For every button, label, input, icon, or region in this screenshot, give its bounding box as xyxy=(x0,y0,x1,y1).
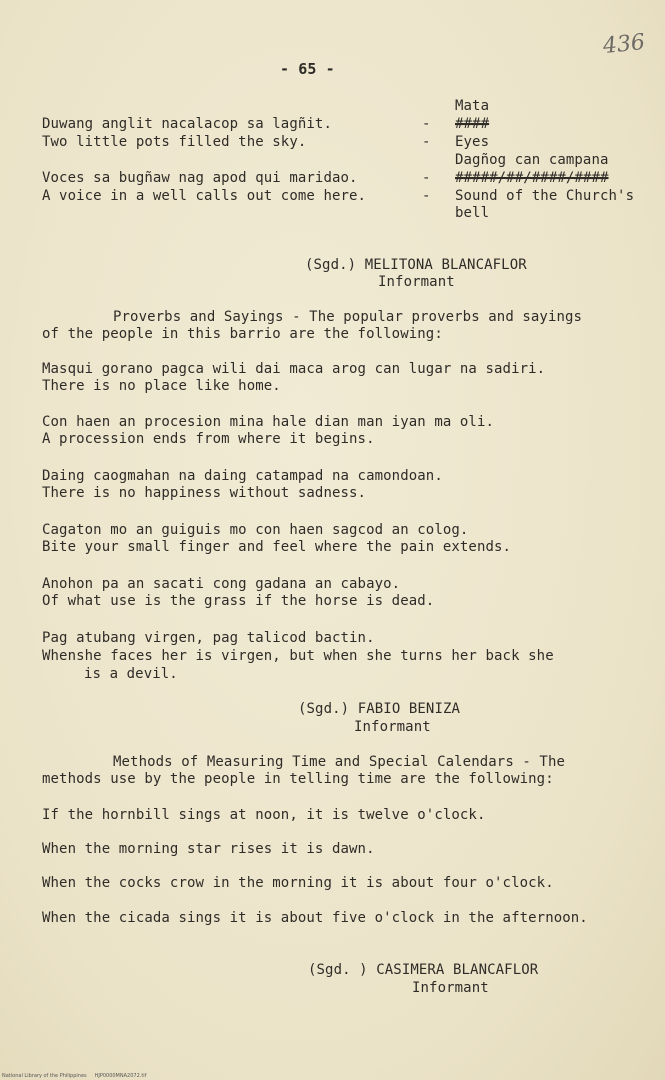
proverb-3-native: Daing caogmahan na daing catampad na camondoan. xyxy=(42,468,443,484)
riddle-2-answer: Sound of the Church's xyxy=(455,188,635,204)
riddle-2-answer-cont: bell xyxy=(455,205,490,221)
proverbs-intro-line-1: Proverbs and Sayings - The popular proverbs and sayings xyxy=(113,309,583,325)
proverb-2-native: Con haen an procesion mina hale dian man iyan ma oli. xyxy=(42,414,495,430)
riddle-1-answer: Eyes xyxy=(455,134,490,150)
page-number: - 65 - xyxy=(280,60,335,78)
proverb-6-english-cont: is a devil. xyxy=(84,666,178,682)
riddle-1-dash: - xyxy=(422,116,431,132)
method-1: If the hornbill sings at noon, it is twelve o'clock. xyxy=(42,807,486,823)
riddle-1-english: Two little pots filled the sky. xyxy=(42,134,307,150)
riddle-1-native: Duwang anglit nacalacop sa lagñit. xyxy=(42,116,332,132)
proverb-4-english: Bite your small finger and feel where the pain extends. xyxy=(42,539,512,555)
proverb-6-native: Pag atubang virgen, pag talicod bactin. xyxy=(42,630,375,646)
methods-intro-line-2: methods use by the people in telling time are the following: xyxy=(42,771,554,787)
informant-3-name: (Sgd. ) CASIMERA BLANCAFLOR xyxy=(308,962,539,978)
proverbs-intro-line-2: of the people in this barrio are the following: xyxy=(42,326,443,342)
proverb-5-native: Anohon pa an sacati cong gadana an cabayo. xyxy=(42,576,401,592)
riddle-1-answer-native: Mata xyxy=(455,98,490,114)
riddle-2-native: Voces sa bugñaw nag apod qui maridao. xyxy=(42,170,358,186)
riddle-2-answer-native: Dagñog can campana xyxy=(455,152,609,168)
method-2: When the morning star rises it is dawn. xyxy=(42,841,375,857)
riddle-2-dash: - xyxy=(422,170,431,186)
proverb-5-english: Of what use is the grass if the horse is dead. xyxy=(42,593,435,609)
informant-2-name: (Sgd.) FABIO BENIZA xyxy=(298,701,461,717)
informant-2-role: Informant xyxy=(354,719,431,735)
riddle-2-english: A voice in a well calls out come here. xyxy=(42,188,367,204)
informant-1-role: Informant xyxy=(378,274,455,290)
proverb-6-english: Whenshe faces her is virgen, but when she turns her back she xyxy=(42,648,554,664)
methods-intro-line-1: Methods of Measuring Time and Special Calendars - The xyxy=(113,754,566,770)
riddle-1-dash-2: - xyxy=(422,134,431,150)
proverb-3-english: There is no happiness without sadness. xyxy=(42,485,367,501)
riddle-2-struck-answer: #####/##/####/#### xyxy=(455,170,609,186)
method-4: When the cicada sings it is about five o'clock in the afternoon. xyxy=(42,910,588,926)
handwritten-page-number: 436 xyxy=(601,29,647,60)
proverb-1-english: There is no place like home. xyxy=(42,378,281,394)
proverb-4-native: Cagaton mo an guiguis mo con haen sagcod an colog. xyxy=(42,522,469,538)
proverb-2-english: A procession ends from where it begins. xyxy=(42,431,375,447)
riddle-2-dash-2: - xyxy=(422,188,431,204)
method-3: When the cocks crow in the morning it is about four o'clock. xyxy=(42,875,554,891)
informant-3-role: Informant xyxy=(412,980,489,996)
proverb-1-native: Masqui gorano pagca wili dai maca arog can lugar na sadiri. xyxy=(42,361,546,377)
informant-1-name: (Sgd.) MELITONA BLANCAFLOR xyxy=(305,257,527,273)
riddle-1-struck-answer: #### xyxy=(455,116,490,132)
archive-footer: National Library of the Philippines HJP0000MNA2072.tif xyxy=(2,1073,147,1079)
